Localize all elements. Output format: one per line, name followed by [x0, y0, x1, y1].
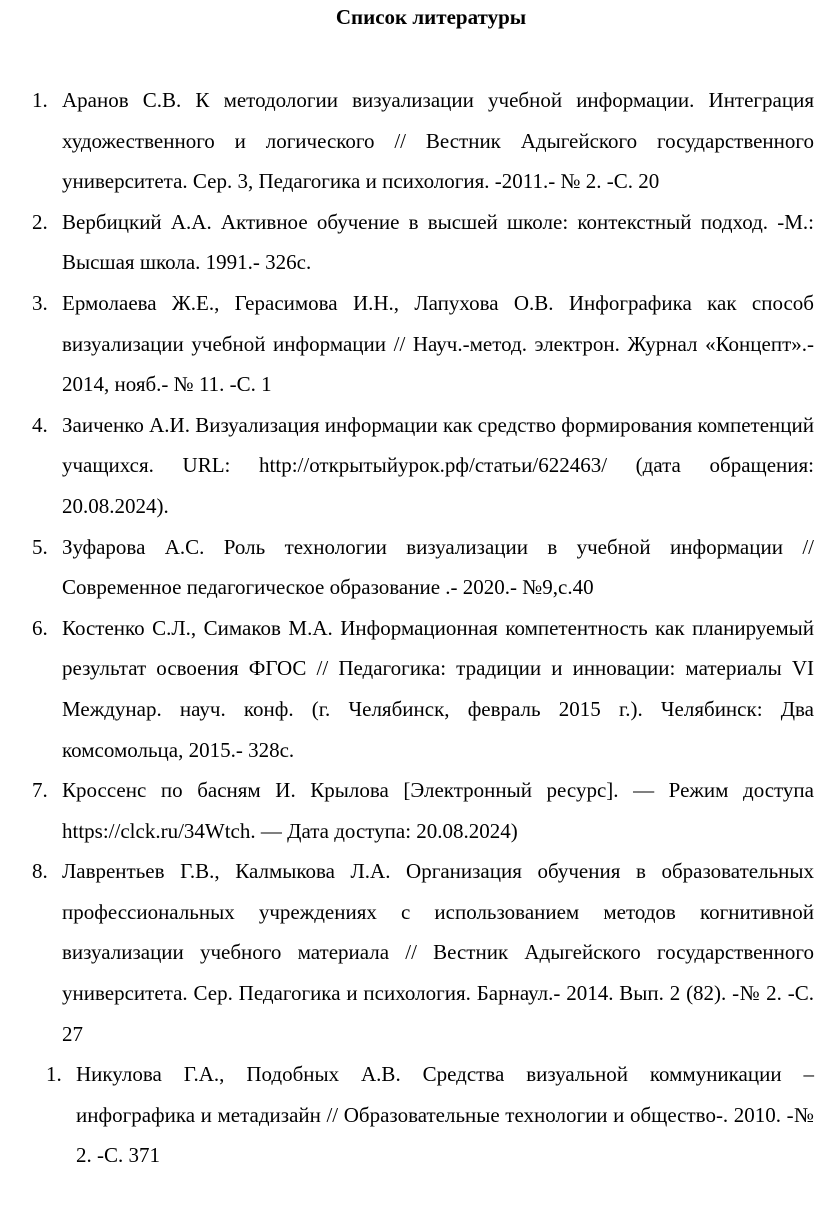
list-item-text: Костенко С.Л., Симаков М.А. Информационная компетентность как планируемый результат освоения ФГОС // Педагогика: традиции и инновации: материалы VI Междунар. науч. конф. (г. Челябинск, февраль 2015 г.). Челябинск: Два комсомольца, 2015.- 328с.	[62, 615, 814, 762]
page-title: Список литературы	[335, 5, 527, 29]
list-item-text: Лаврентьев Г.В., Калмыкова Л.А. Организация обучения в образовательных профессиональных учреждениях с использованием методов когнитивной визуализации учебного материала // Вестник Адыгейского государственного университета. Сер. Педагогика и психология. Барнаул.- 2014. Вып. 2 (82). -№ 2. -С. 27	[62, 859, 814, 1046]
list-item-text: Заиченко А.И. Визуализация информации как средство формирования компетенций учащихся. URL: http://открытыйурок.рф/статьи/622463/ (дата обращения: 20.08.2024).	[62, 412, 814, 518]
list-item-text: Вербицкий А.А. Активное обучение в высшей школе: контекстный подход. -М.: Высшая школа. 1991.- 326с.	[62, 209, 814, 275]
list-item-number: 3.	[32, 290, 48, 315]
list-item	[0, 608, 816, 770]
list-item	[0, 202, 816, 283]
list-item	[0, 1054, 816, 1176]
list-item-number: 6.	[32, 615, 48, 640]
list-item-number: 2.	[32, 209, 48, 234]
list-item-number: 7.	[32, 778, 48, 803]
list-item-text: Ермолаева Ж.Е., Герасимова И.Н., Лапухова О.В. Инфографика как способ визуализации учебной информации // Науч.-метод. электрон. Журнал «Концепт».- 2014, нояб.- № 11. -С. 1	[62, 290, 814, 397]
list-item-text: Аранов С.В. К методологии визуализации учебной информации. Интеграция художественного и логического // Вестник Адыгейского государственного университета. Сер. 3, Педагогика и психология. -2011.- № 2. -С. 20	[62, 88, 814, 194]
list-item	[0, 80, 816, 202]
list-item-number: 1.	[32, 88, 48, 112]
list-item-text: Никулова Г.А., Подобных А.В. Средства визуальной коммуникации – инфографика и метадизайн // Образовательные технологии и общество-. 2010. -№ 2. -С. 371	[76, 1062, 814, 1168]
list-item	[0, 283, 816, 405]
list-item-text: Зуфарова А.С. Роль технологии визуализации в учебной информации //Современное педагогическое образование .- 2020.- №9,с.40	[62, 534, 814, 600]
list-item-number: 1.	[46, 1062, 62, 1087]
list-item-number: 5.	[32, 534, 48, 559]
list-item-number: 8.	[32, 859, 48, 884]
list-item	[0, 527, 816, 608]
reference-list	[0, 80, 816, 1176]
list-item-number: 4.	[32, 412, 48, 437]
list-item	[0, 851, 816, 1054]
list-item-text: Кроссенс по басням И. Крылова [Электронный ресурс]. — Режим доступа https://clck.ru/34Wtch. — Дата доступа: 20.08.2024)	[62, 778, 814, 843]
list-item	[0, 405, 816, 527]
list-item	[0, 770, 816, 851]
